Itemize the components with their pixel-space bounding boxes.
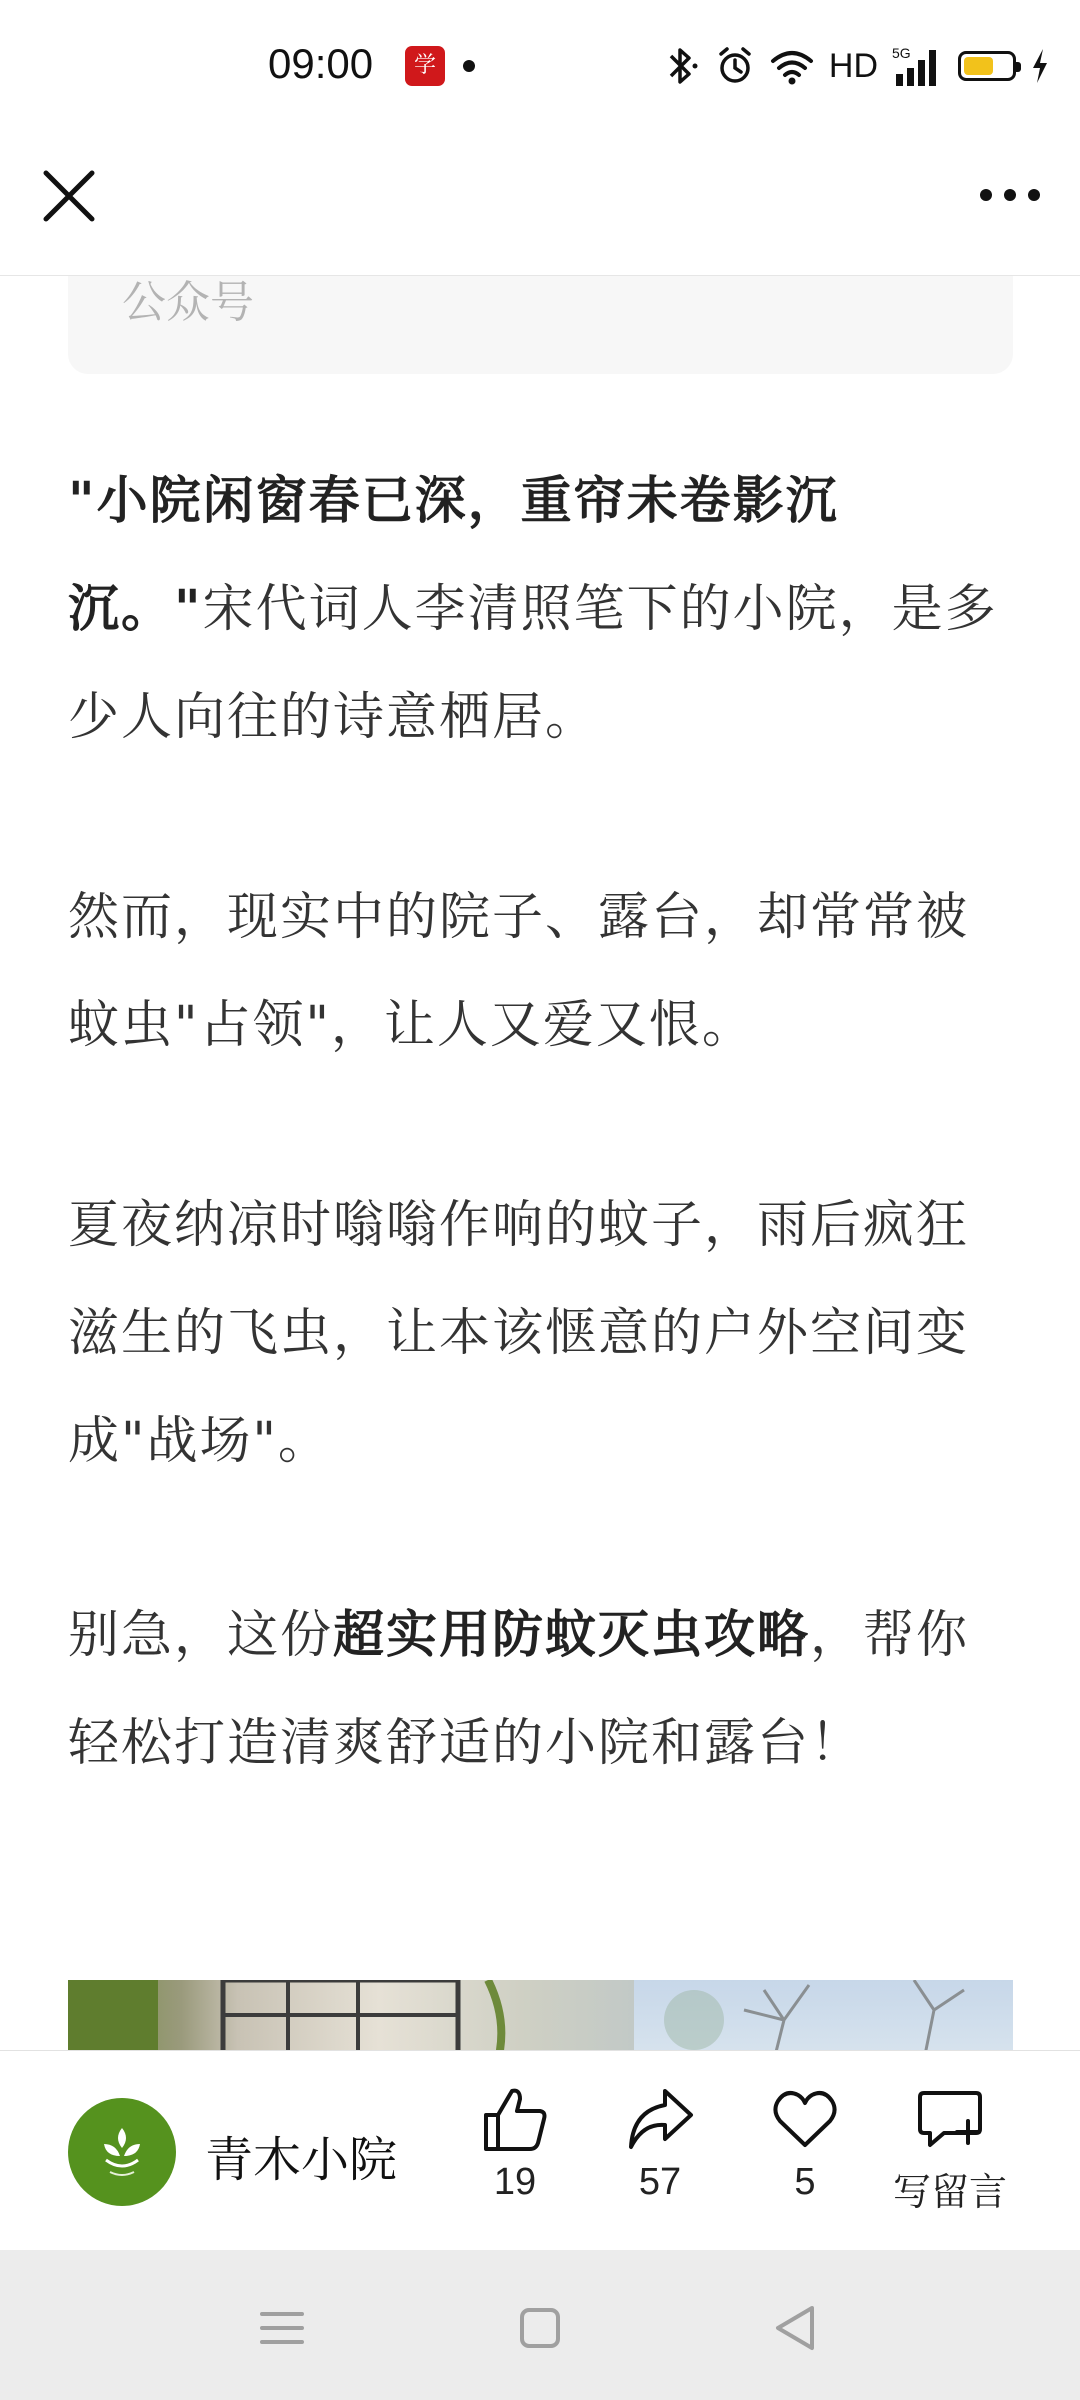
top-nav-bar <box>0 135 1080 276</box>
article-paragraph-3: 夏夜纳凉时嗡嗡作响的蚊子，雨后疯狂滋生的飞虫，让本该惬意的户外空间变成"战场"。 <box>68 1196 970 1471</box>
source-card-label: 公众号 <box>122 277 254 328</box>
thumbs-up-icon <box>480 2085 550 2153</box>
close-icon <box>38 165 100 227</box>
back-triangle-icon <box>766 2298 826 2358</box>
account-name[interactable]: 青木小院 <box>205 2132 398 2188</box>
article-paragraph-1 <box>68 448 1018 772</box>
status-icons <box>663 38 1050 94</box>
image-left-panel <box>68 1980 634 2050</box>
app-notification-icon: 学习 <box>405 46 445 86</box>
article-image[interactable] <box>68 1980 1013 2050</box>
write-comment-button[interactable] <box>880 2085 1020 2216</box>
home-square-icon <box>510 2298 570 2358</box>
svg-text:5G: 5G <box>892 45 911 61</box>
quote-bold-text: "小院闲窗春已深，重帘未卷影沉沉。" <box>68 472 839 639</box>
more-options-button[interactable] <box>970 175 1050 215</box>
tree-illustration <box>634 1980 1013 2050</box>
wifi-icon <box>769 47 815 85</box>
back-nav-button[interactable] <box>766 2298 826 2358</box>
window-illustration <box>68 1980 634 2050</box>
article-content <box>0 276 1080 2050</box>
paragraph-text: 宋代词人李清照笔下的小院，是多少人向往的诗意栖居。 <box>68 580 998 747</box>
article-paragraph-4 <box>68 1582 1018 1798</box>
share-icon <box>625 2085 695 2153</box>
charging-icon <box>1030 47 1050 85</box>
alarm-icon <box>715 46 755 86</box>
notification-dot-icon <box>463 60 475 72</box>
cellular-signal-icon <box>892 44 944 88</box>
favorite-count: 5 <box>794 2161 816 2203</box>
status-time: 09:00 <box>268 40 374 87</box>
account-avatar[interactable] <box>68 2098 176 2206</box>
paragraph-text: 别急，这份 <box>68 1606 334 1665</box>
image-right-panel <box>634 1980 1013 2050</box>
favorite-button[interactable] <box>745 2085 865 2204</box>
hd-indicator: HD <box>828 46 878 85</box>
leaf-logo-icon <box>68 2098 176 2206</box>
battery-icon <box>958 51 1016 81</box>
source-account-card[interactable] <box>68 276 1013 374</box>
heart-icon <box>770 2085 840 2153</box>
write-comment-label: 写留言 <box>892 2172 1007 2214</box>
menu-icon <box>252 2298 312 2358</box>
close-button[interactable] <box>38 165 100 227</box>
highlight-bold-text: 超实用防蚊灭虫攻略 <box>333 1606 811 1665</box>
bottom-action-bar <box>0 2050 1080 2251</box>
comment-add-icon <box>914 2085 986 2153</box>
share-count: 57 <box>638 2161 682 2203</box>
paragraph-text: ，帮你轻松打造清爽舒适的小院和露台！ <box>68 1606 970 1773</box>
home-nav-button[interactable] <box>510 2298 570 2358</box>
share-button[interactable] <box>600 2085 720 2204</box>
article-paragraph-2: 然而，现实中的院子、露台，却常常被蚊虫"占领"，让人又爱又恨。 <box>68 888 970 1055</box>
status-bar <box>0 0 1080 135</box>
menu-nav-button[interactable] <box>252 2298 312 2358</box>
bluetooth-icon <box>663 46 701 86</box>
like-button[interactable] <box>455 2085 575 2204</box>
like-count: 19 <box>493 2161 537 2203</box>
system-nav-bar <box>0 2250 1080 2400</box>
more-icon <box>970 175 1050 215</box>
